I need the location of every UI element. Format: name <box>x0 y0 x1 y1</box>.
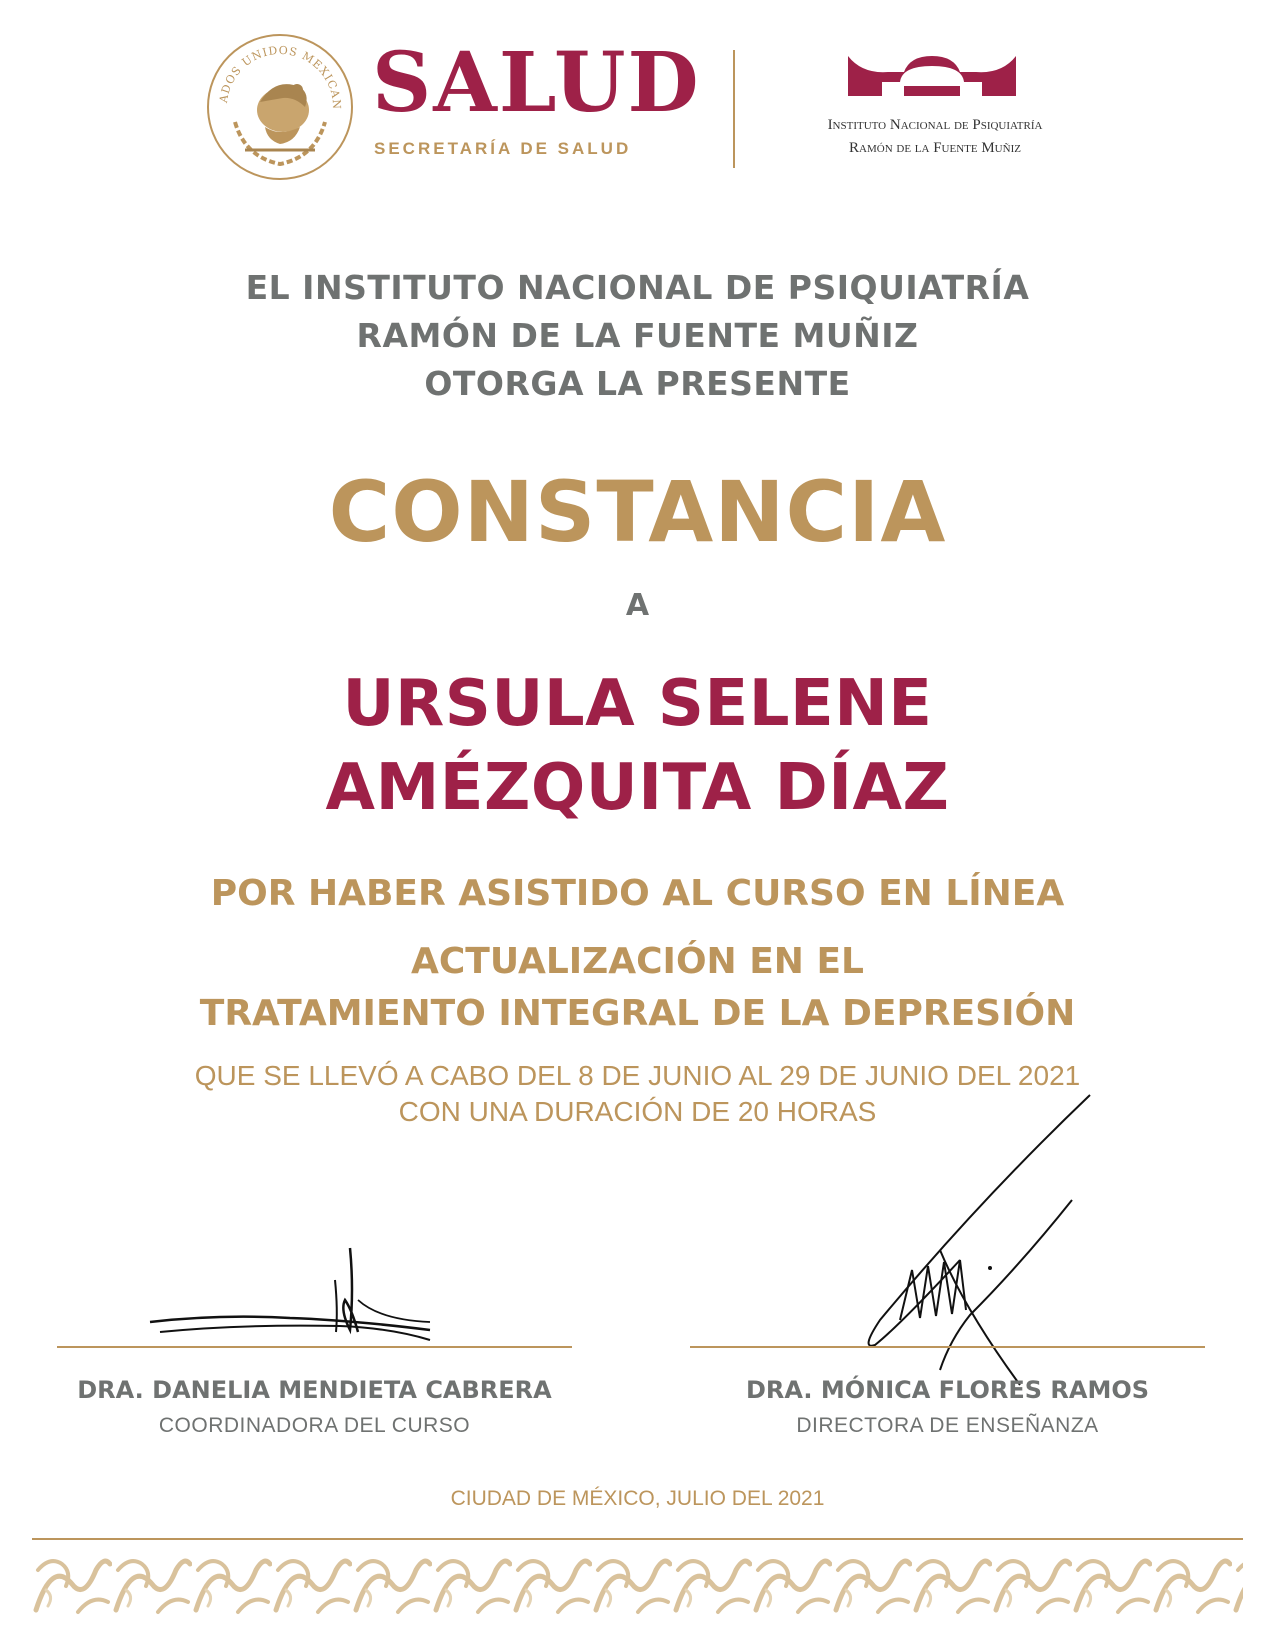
recipient-preposition: A <box>625 588 650 623</box>
intro-line-3: OTORGA LA PRESENTE <box>424 364 851 403</box>
signature-left-image <box>140 1240 470 1350</box>
footer-divider <box>32 1538 1243 1540</box>
course-title-line-2: TRATAMIENTO INTEGRAL DE LA DEPRESIÓN <box>199 993 1076 1034</box>
course-dates: QUE SE LLEVÓ A CABO DEL 8 DE JUNIO AL 29 DE JUNIO DEL 2021 <box>194 1060 1081 1091</box>
signature-line-right <box>690 1346 1205 1348</box>
signature-line-left <box>57 1346 572 1348</box>
salud-subtitle: SECRETARÍA DE SALUD <box>374 139 632 158</box>
recipient-name-line-2: AMÉZQUITA DÍAZ <box>325 751 950 825</box>
signer-left-name: DRA. DANELIA MENDIETA CABRERA <box>77 1376 552 1404</box>
certificate-reason: POR HABER ASISTIDO AL CURSO EN LÍNEA <box>210 873 1065 914</box>
certificate-title: CONSTANCIA <box>328 463 947 561</box>
decorative-pattern-band <box>32 1550 1243 1618</box>
place-and-date: CIUDAD DE MÉXICO, JULIO DEL 2021 <box>450 1487 825 1510</box>
recipient-name-line-1: URSULA SELENE <box>342 667 933 741</box>
inp-name-line2: Ramón de la Fuente Muñiz <box>849 140 1021 156</box>
header-divider <box>733 50 735 168</box>
salud-logo-wordmark: SALUD <box>372 35 701 131</box>
inp-name-line1: Instituto Nacional de Psiquiatría <box>827 117 1043 133</box>
mexico-coat-of-arms-seal <box>205 32 355 182</box>
course-duration: CON UNA DURACIÓN DE 20 HORAS <box>398 1096 877 1127</box>
signer-left-role: COORDINADORA DEL CURSO <box>158 1414 471 1437</box>
intro-line-1: EL INSTITUTO NACIONAL DE PSIQUIATRÍA <box>245 268 1030 307</box>
seal-text: ADOS UNIDOS MEXICAN <box>217 43 344 111</box>
inp-logo-icon <box>842 52 1022 108</box>
signer-right-role: DIRECTORA DE ENSEÑANZA <box>796 1414 1099 1437</box>
signature-right-image <box>840 1090 1100 1390</box>
intro-line-2: RAMÓN DE LA FUENTE MUÑIZ <box>356 316 919 355</box>
course-title-line-1: ACTUALIZACIÓN EN EL <box>411 941 864 982</box>
signer-right-name: DRA. MÓNICA FLORES RAMOS <box>745 1376 1150 1404</box>
